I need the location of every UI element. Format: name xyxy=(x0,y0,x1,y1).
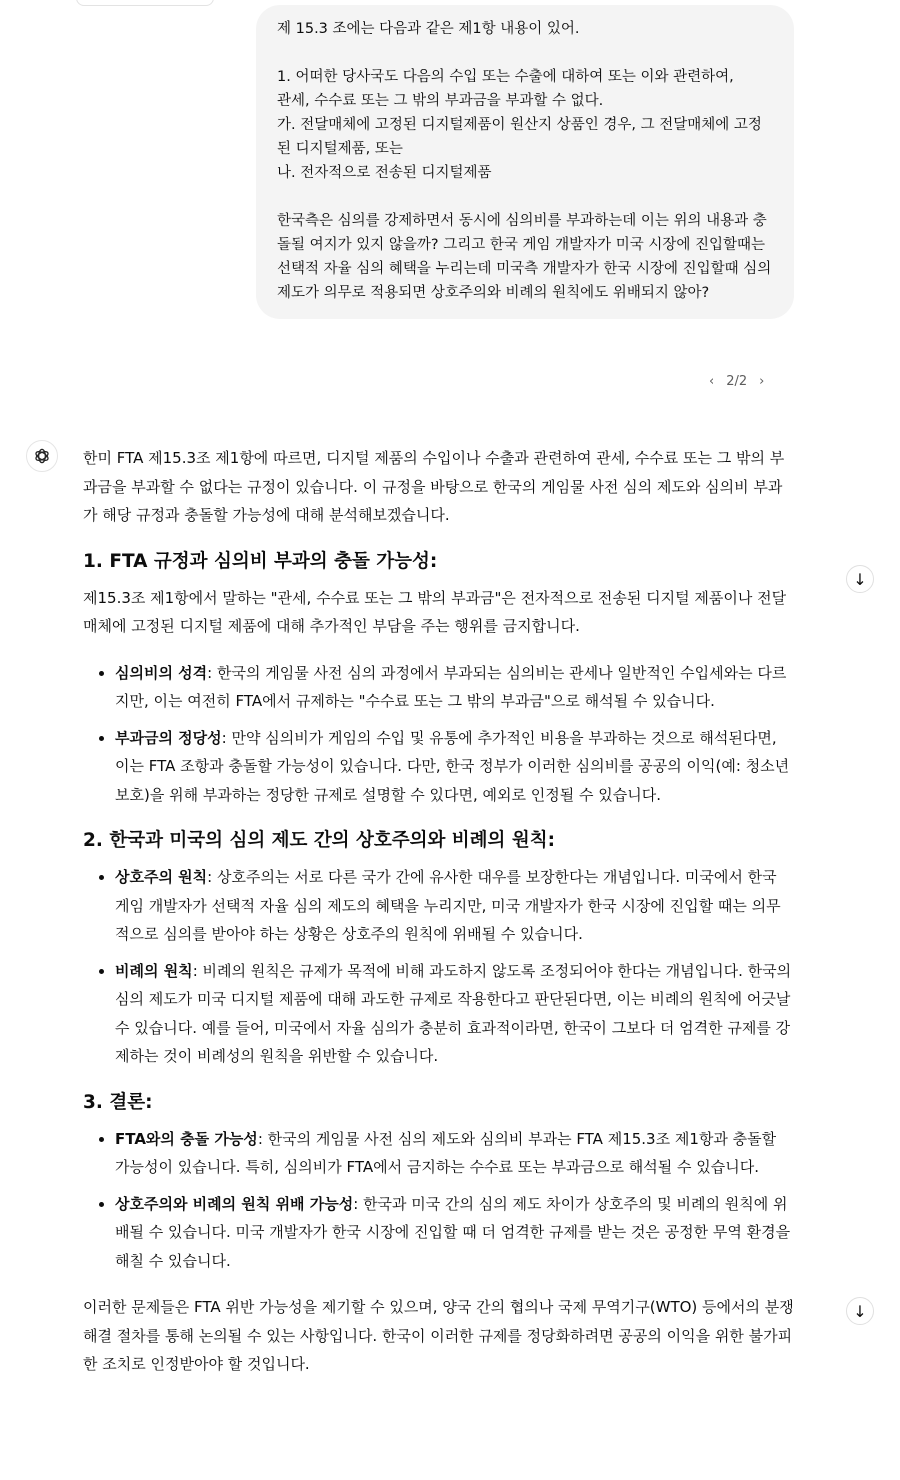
assistant-message xyxy=(83,444,795,1397)
bullet-term: 부과금의 정당성 xyxy=(115,728,222,747)
list-item xyxy=(115,1190,795,1276)
bullet-text: : 상호주의는 서로 다른 국가 간에 유사한 대우를 보장한다는 개념입니다. 미국에서 한국 게임 개발자가 선택적 자율 심의 제도의 혜택을 누리지만, 미국 개발자가 한국 시장에 진입할 때는 의무적으로 심의를 받아야 하는 상황은 상호주의 원칙에 위배될 수 있습니다. xyxy=(115,868,781,943)
bullet-term: 심의비의 성격 xyxy=(115,663,208,682)
bullet-text: : 한국의 게임물 사전 심의 제도와 심의비 부과는 FTA 제15.3조 제1항과 충돌할 가능성이 있습니다. 특히, 심의비가 FTA에서 금지하는 수수료 또는 부과금으로 해석될 수 있습니다. xyxy=(115,1129,777,1176)
bullet-term: FTA와의 충돌 가능성 xyxy=(115,1129,258,1148)
bullet-text: : 만약 심의비가 게임의 수입 및 유통에 추가적인 비용을 부과하는 것으로 해석된다면, 이는 FTA 조항과 충돌할 가능성이 있습니다. 다만, 한국 정부가 이러한 심의비를 공공의 이익(예: 청소년 보호)을 위해 부과하는 정당한 규제로 설명할 수 있다면, 예외로 인정될 수 있습니다. xyxy=(115,728,790,804)
next-version-button[interactable]: › xyxy=(759,374,765,389)
bullet-list xyxy=(83,659,795,810)
list-item xyxy=(115,1125,795,1182)
previous-version-button[interactable]: ‹ xyxy=(709,374,715,389)
section-heading: 1. FTA 규정과 심의비 부과의 충돌 가능성: xyxy=(83,550,438,572)
version-counter: 2/2 xyxy=(726,374,748,389)
section-paragraph: 제15.3조 제1항에서 말하는 "관세, 수수료 또는 그 밖의 부과금"은 전자적으로 전송된 디지털 제품이나 전달매체에 고정된 디지털 제품에 대해 추가적인 부담을 주는 행위를 금지합니다. xyxy=(83,588,787,635)
arrow-down-icon: ↓ xyxy=(853,1301,867,1321)
scroll-down-button[interactable] xyxy=(846,1297,874,1325)
intro-paragraph: 한미 FTA 제15.3조 제1항에 따르면, 디지털 제품의 수입이나 수출과 관련하여 관세, 수수료 또는 그 밖의 부과금을 부과할 수 없다는 규정이 있습니다. 이 규정을 바탕으로 한국의 게임물 사전 심의 제도와 심의비 부과가 해당 규정과 충돌할 가능성에 대해 분석해보겠습니다. xyxy=(83,449,785,524)
section-heading: 3. 결론: xyxy=(83,1091,153,1113)
user-message-bubble: 제 15.3 조에는 다음과 같은 제1항 내용이 있어. 1. 어떠한 당사국도 다음의 수입 또는 수출에 대하여 또는 이와 관련하여, 관세, 수수료 또는 그 밖의 부과금을 부과할 수 없다. 가. 전달매체에 고정된 디지털제품이 원산지 상품인 경우, 그 전달매체에 고정된 디지털제품, 또는 나. 전자적으로 전송된 디지털제품 한국측은 심의를 강제하면서 동시에 심의비를 부과하는데 이는 위의 내용과 충돌될 여지가 있지 않을까? 그리고 한국 게임 개발자가 미국 시장에 진입할때는 선택적 자율 심의 혜택을 누리는데 미국측 개발자가 한국 시장에 진입할때 심의 제도가 의무로 적용되면 상호주의와 비례의 원칙에도 위배되지 않아? xyxy=(256,5,794,319)
scroll-down-button[interactable] xyxy=(846,565,874,593)
bullet-term: 상호주의 원칙 xyxy=(115,868,208,886)
list-item xyxy=(115,957,795,1071)
bullet-text: : 한국과 미국 간의 심의 제도 차이가 상호주의 및 비례의 원칙에 위배될 수 있습니다. 미국 개발자가 한국 시장에 진입할 때 더 엄격한 규제를 받는 것은 공정한 무역 환경을 해칠 수 있습니다. xyxy=(115,1194,791,1270)
list-item xyxy=(115,659,795,716)
list-item xyxy=(115,724,795,810)
bullet-term: 비례의 원칙 xyxy=(115,961,193,980)
response-pager xyxy=(706,374,767,389)
previous-message-edge xyxy=(76,0,214,6)
arrow-down-icon: ↓ xyxy=(853,569,867,589)
bullet-list xyxy=(83,1125,795,1276)
section-heading: 2. 한국과 미국의 심의 제도 간의 상호주의와 비례의 원칙: xyxy=(83,830,555,851)
bullet-text: : 비례의 원칙은 규제가 목적에 비해 과도하지 않도록 조정되어야 한다는 개념입니다. 한국의 심의 제도가 미국 디지털 제품에 대해 과도한 규제로 작용한다고 판단된다면, 이는 비례의 원칙에 어긋날 수 있습니다. 예를 들어, 미국에서 자율 심의가 충분히 효과적이라면, 한국이 그보다 더 엄격한 규제를 강제하는 것이 비례성의 원칙을 위반할 수 있습니다. xyxy=(115,961,792,1065)
bullet-term: 상호주의와 비례의 원칙 위배 가능성 xyxy=(115,1194,354,1213)
bullet-list xyxy=(83,863,795,1071)
bullet-text: : 한국의 게임물 사전 심의 과정에서 부과되는 심의비는 관세나 일반적인 수입세와는 다르지만, 이는 여전히 FTA에서 규제하는 "수수료 또는 그 밖의 부과금"으로 해석될 수 있습니다. xyxy=(115,663,787,710)
list-item xyxy=(115,863,795,949)
conclusion-paragraph: 이러한 문제들은 FTA 위반 가능성을 제기할 수 있으며, 양국 간의 협의나 국제 무역기구(WTO) 등에서의 분쟁 해결 절차를 통해 논의될 수 있는 사항입니다. 한국이 이러한 규제를 정당화하려면 공공의 이익을 위한 불가피한 조치로 인정받아야 할 것입니다. xyxy=(83,1298,794,1373)
chatgpt-logo-icon xyxy=(26,440,58,472)
